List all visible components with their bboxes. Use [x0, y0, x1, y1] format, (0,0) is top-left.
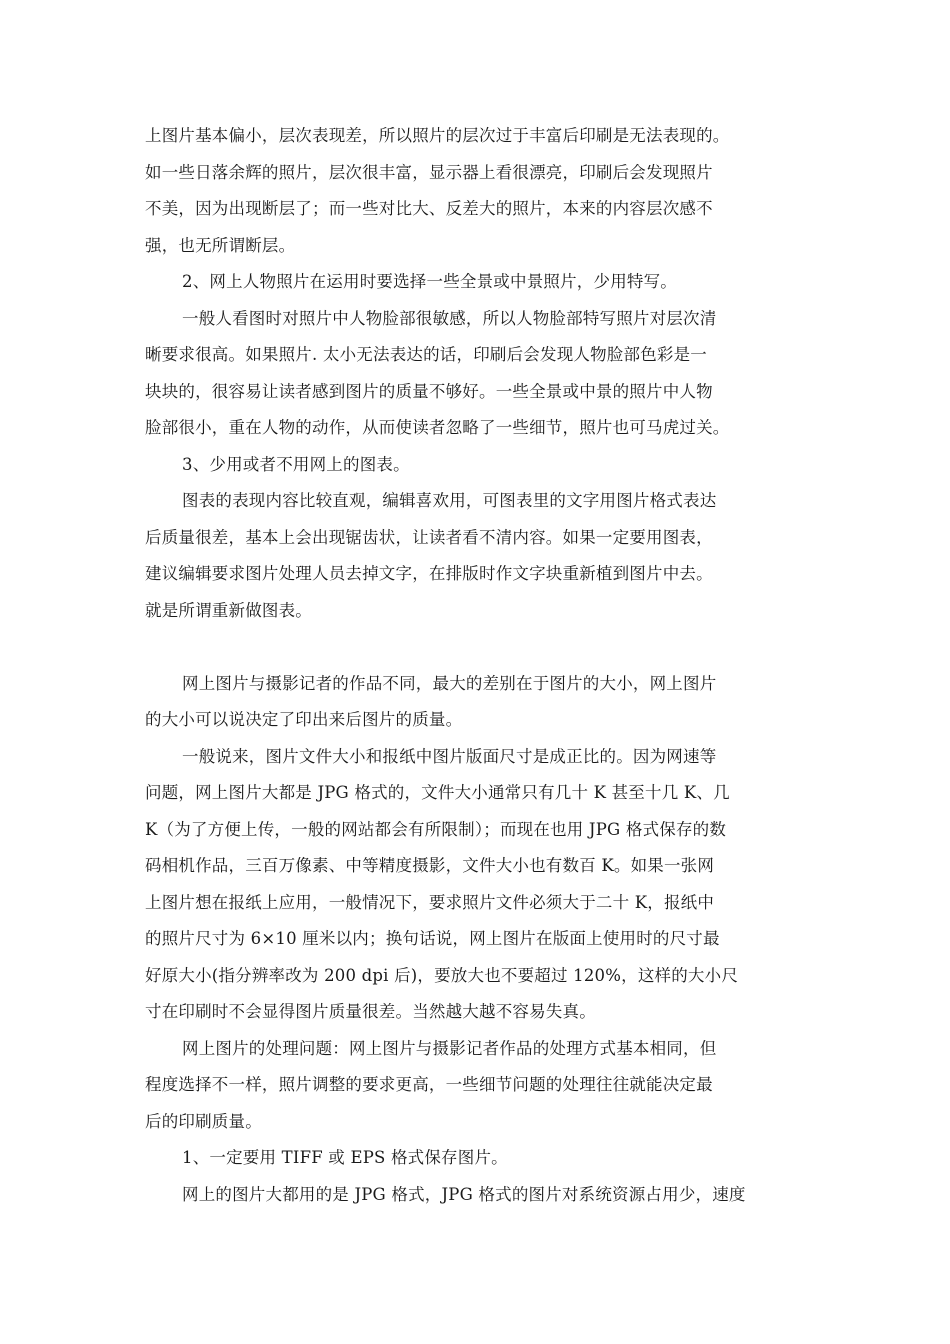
text-line: 块块的，很容易让读者感到图片的质量不够好。一些全景或中景的照片中人物 — [145, 381, 713, 401]
text-line: 3、少用或者不用网上的图表。 — [182, 454, 410, 474]
paragraph-face-closeup — [145, 301, 815, 447]
text-line: 的大小可以说决定了印出来后图片的质量。 — [145, 710, 463, 729]
paragraph-processing — [145, 1031, 815, 1141]
document-body — [145, 118, 815, 1213]
text-line: 一般人看图时对照片中人物脸部很敏感，所以人物脸部特写照片对层次清 — [182, 308, 717, 328]
text-line: 后的印刷质量。 — [145, 1111, 262, 1131]
paragraph-web-vs-photographer — [145, 666, 815, 739]
text-line: 强，也无所谓断层。 — [145, 235, 296, 255]
text-line: 程度选择不一样，照片调整的要求更高，一些细节问题的处理往往就能决定最 — [145, 1075, 713, 1094]
text-line: 上图片基本偏小，层次表现差，所以照片的层次过于丰富后印刷是无法表现的。 — [145, 126, 730, 145]
text-line: 脸部很小，重在人物的动作，从而使读者忽略了一些细节，照片也可马虎过关。 — [145, 418, 730, 437]
paragraph-point-1-heading — [145, 1140, 815, 1177]
paragraph-jpg-format — [145, 1177, 815, 1214]
text-line: 网上图片的处理问题：网上图片与摄影记者作品的处理方式基本相同，但 — [182, 1038, 717, 1058]
text-line: 如一些日落余辉的照片，层次很丰富，显示器上看很漂亮，印刷后会发现照片 — [145, 162, 713, 182]
text-line: 问题，网上图片大都是 JPG 格式的，文件大小通常只有几十 K 甚至十几 K、几 — [145, 783, 730, 802]
paragraph-spacer — [145, 629, 815, 666]
paragraph-point-3-heading — [145, 447, 815, 484]
text-line: 上图片想在报纸上应用，一般情况下，要求照片文件必须大于二十 K，报纸中 — [145, 892, 715, 912]
text-line: 不美，因为出现断层了；而一些对比大、反差大的照片，本来的内容层次感不 — [145, 199, 713, 218]
text-line: 就是所谓重新做图表。 — [145, 600, 312, 620]
text-line: 网上图片与摄影记者的作品不同，最大的差别在于图片的大小，网上图片 — [182, 673, 717, 693]
paragraph-file-size — [145, 739, 815, 1031]
text-line: 网上的图片大都用的是 JPG 格式，JPG 格式的图片对系统资源占用少，速度 — [182, 1184, 746, 1204]
text-line: 寸在印刷时不会显得图片质量很差。当然越大越不容易失真。 — [145, 1002, 596, 1021]
paragraph-charts — [145, 483, 815, 629]
text-line: 1、一定要用 TIFF 或 EPS 格式保存图片。 — [182, 1148, 508, 1167]
text-line: 一般说来，图片文件大小和报纸中图片版面尺寸是成正比的。因为网速等 — [182, 746, 717, 766]
text-line: 2、网上人物照片在运用时要选择一些全景或中景照片，少用特写。 — [182, 272, 677, 291]
text-line: 建议编辑要求图片处理人员去掉文字，在排版时作文字块重新植到图片中去。 — [145, 564, 713, 583]
text-line: 的照片尺寸为 6×10 厘米以内；换句话说，网上图片在版面上使用时的尺寸最 — [145, 929, 720, 948]
paragraph-image-layers — [145, 118, 815, 264]
text-line: 好原大小(指分辨率改为 200 dpi 后)，要放大也不要超过 120%，这样的大小尺 — [145, 965, 739, 985]
text-line: 晰要求很高。如果照片. 太小无法表达的话，印刷后会发现人物脸部色彩是一 — [145, 345, 707, 364]
text-line: 后质量很差，基本上会出现锯齿状，让读者看不清内容。如果一定要用图表， — [145, 527, 713, 547]
paragraph-point-2-heading — [145, 264, 815, 301]
text-line: 图表的表现内容比较直观，编辑喜欢用，可图表里的文字用图片格式表达 — [182, 491, 717, 510]
text-line: K（为了方便上传，一般的网站都会有所限制）；而现在也用 JPG 格式保存的数 — [145, 819, 727, 839]
text-line: 码相机作品，三百万像素、中等精度摄影，文件大小也有数百 K。如果一张网 — [145, 856, 715, 875]
